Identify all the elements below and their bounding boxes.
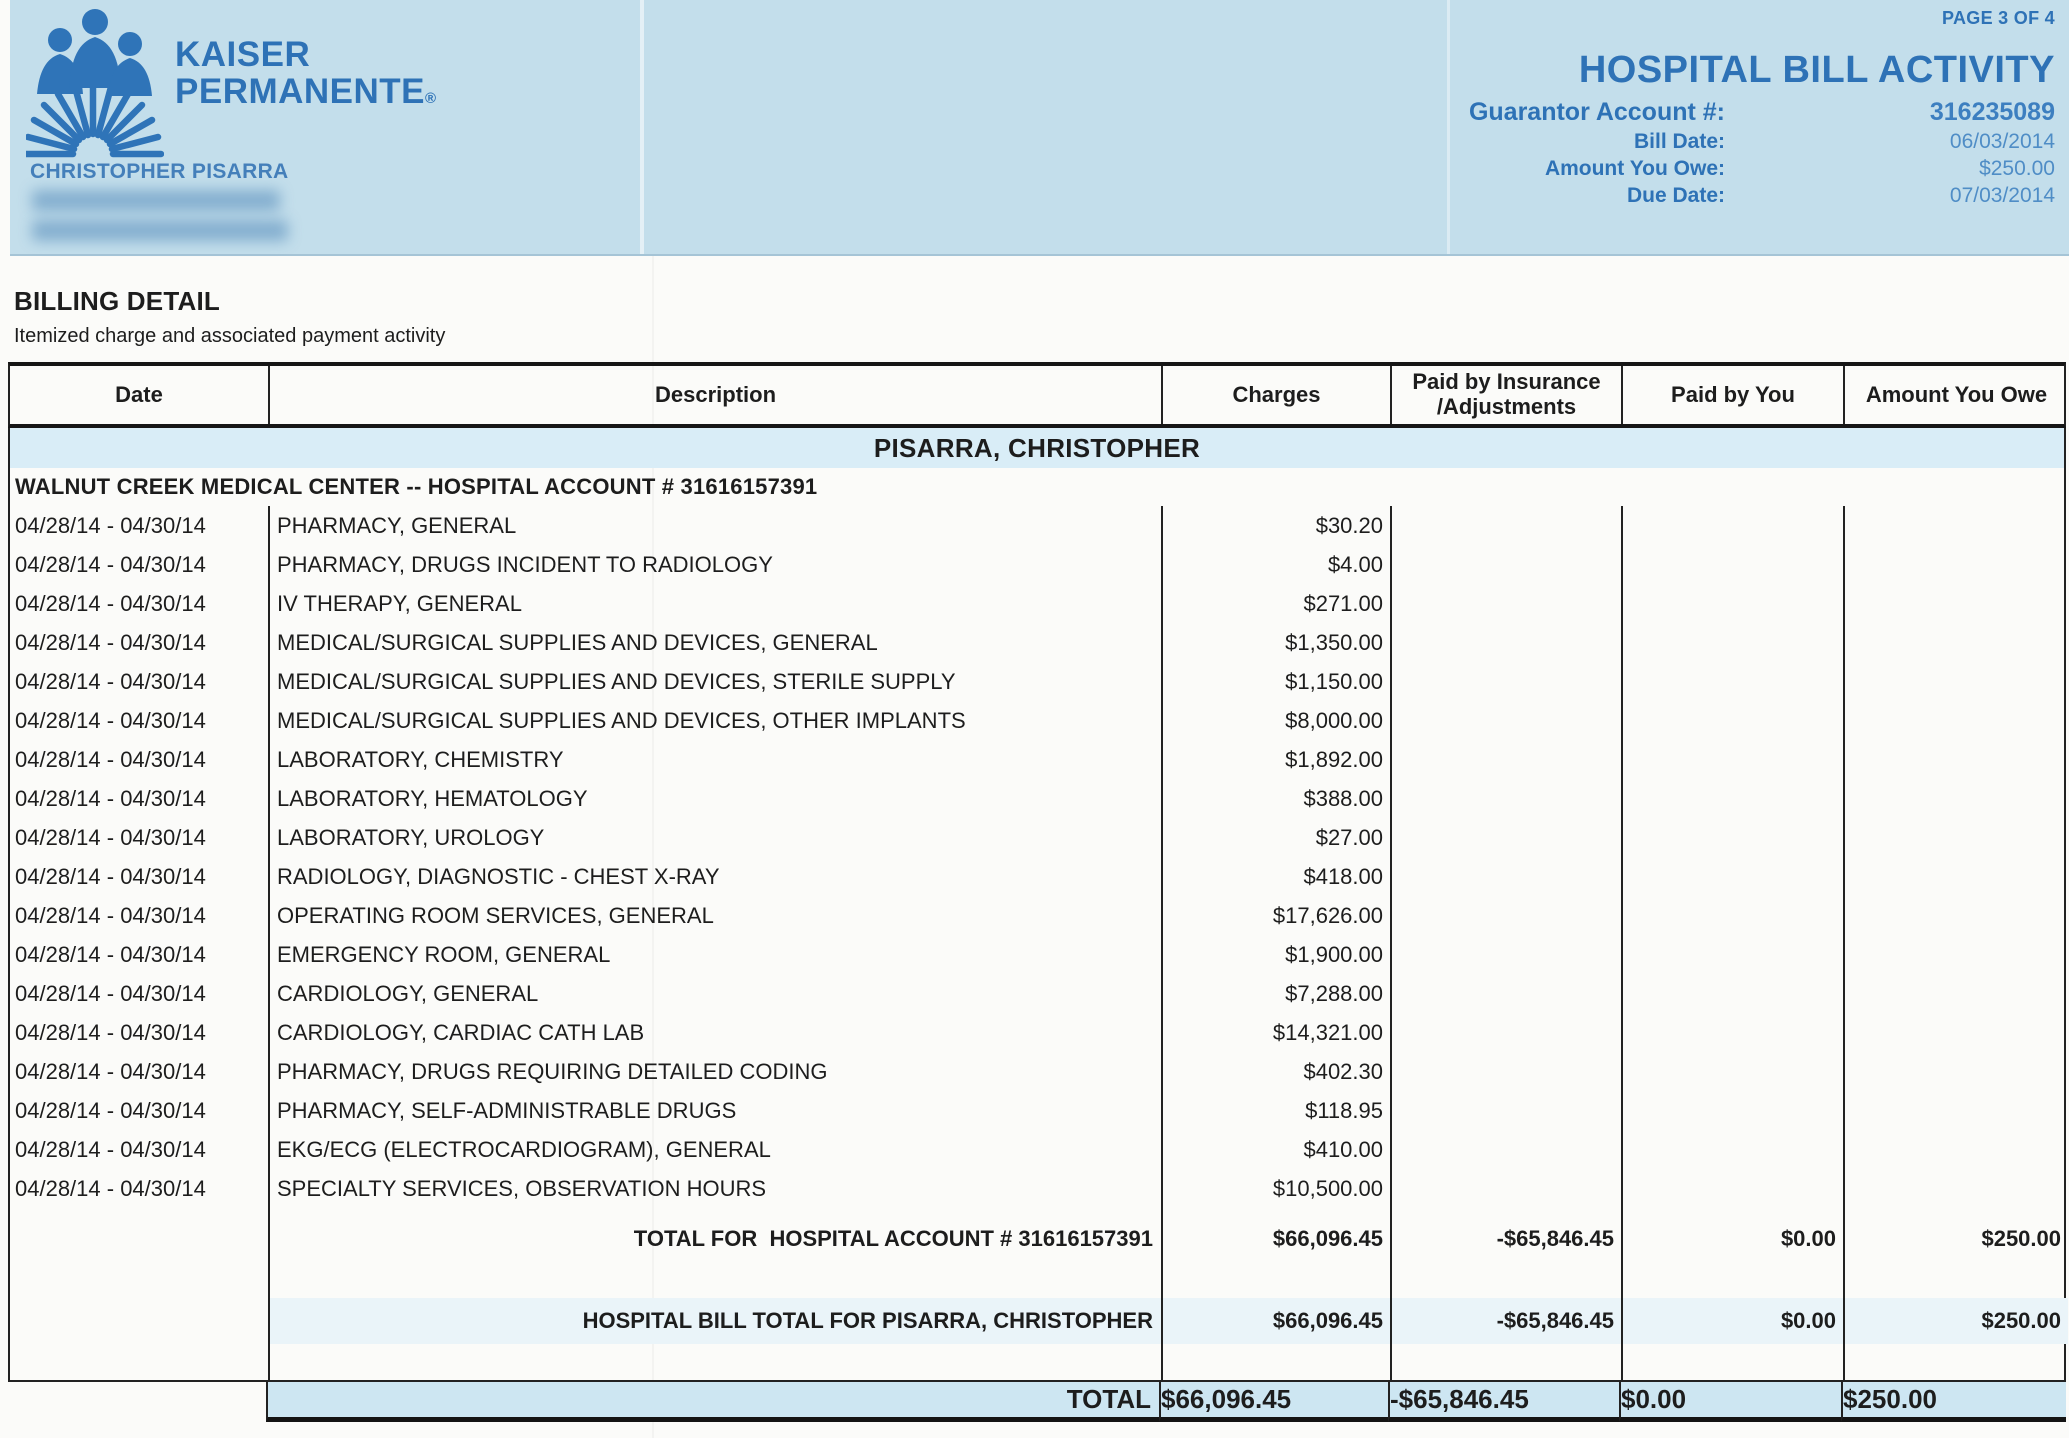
insurance-cell bbox=[1390, 662, 1621, 701]
charge-date: 04/28/14 - 04/30/14 bbox=[15, 513, 206, 538]
paid-by-you-cell bbox=[1621, 701, 1843, 740]
charge-row bbox=[10, 623, 2064, 662]
insurance-cell bbox=[1390, 545, 1621, 584]
insurance-cell bbox=[1390, 584, 1621, 623]
column-header-date: Date bbox=[115, 381, 163, 407]
hospital-bill-total-insurance: -$65,846.45 bbox=[1390, 1298, 1621, 1344]
grand-total-row bbox=[8, 1382, 2066, 1422]
charge-description: EMERGENCY ROOM, GENERAL bbox=[268, 935, 1161, 974]
amount-you-owe-cell bbox=[1843, 584, 2068, 623]
charge-description: PHARMACY, GENERAL bbox=[268, 506, 1161, 545]
charge-row bbox=[10, 1169, 2064, 1208]
charge-description: CARDIOLOGY, CARDIAC CATH LAB bbox=[268, 1013, 1161, 1052]
empty-date-cell bbox=[8, 1382, 266, 1422]
amount-you-owe-cell bbox=[1843, 857, 2068, 896]
paid-by-you-cell bbox=[1621, 623, 1843, 662]
charge-date: 04/28/14 - 04/30/14 bbox=[15, 1137, 206, 1162]
paid-by-you-cell bbox=[1621, 896, 1843, 935]
charge-description: SPECIALTY SERVICES, OBSERVATION HOURS bbox=[268, 1169, 1161, 1208]
charge-amount: $1,900.00 bbox=[1161, 935, 1390, 974]
amount-you-owe-cell bbox=[1843, 935, 2068, 974]
spacer-row bbox=[10, 1270, 2064, 1298]
grand-total-amount-you-owe: $250.00 bbox=[1841, 1382, 2066, 1422]
charge-row bbox=[10, 1052, 2064, 1091]
document-title: HOSPITAL BILL ACTIVITY bbox=[1578, 49, 2055, 91]
insurance-cell bbox=[1390, 818, 1621, 857]
amount-you-owe-cell bbox=[1843, 779, 2068, 818]
account-total-charges: $66,096.45 bbox=[1161, 1208, 1390, 1270]
redacted-address-line-1 bbox=[32, 190, 280, 211]
bill-date-value: 06/03/2014 bbox=[1949, 130, 2055, 153]
charge-row bbox=[10, 1130, 2064, 1169]
amount-you-owe-cell bbox=[1843, 1130, 2068, 1169]
charge-amount: $388.00 bbox=[1161, 779, 1390, 818]
charge-row bbox=[10, 584, 2064, 623]
column-header-description: Description bbox=[268, 366, 1161, 424]
charge-description: LABORATORY, UROLOGY bbox=[268, 818, 1161, 857]
insurance-cell bbox=[1390, 1091, 1621, 1130]
charge-date: 04/28/14 - 04/30/14 bbox=[15, 864, 206, 889]
insurance-cell bbox=[1390, 623, 1621, 662]
paid-by-you-cell bbox=[1621, 779, 1843, 818]
charge-date: 04/28/14 - 04/30/14 bbox=[15, 903, 206, 928]
paid-by-you-cell bbox=[1621, 1091, 1843, 1130]
charge-date: 04/28/14 - 04/30/14 bbox=[15, 1098, 206, 1123]
insurance-cell bbox=[1390, 1013, 1621, 1052]
amount-you-owe-cell bbox=[1843, 1013, 2068, 1052]
paid-by-you-cell bbox=[1621, 740, 1843, 779]
account-total-row bbox=[10, 1208, 2064, 1270]
charge-date: 04/28/14 - 04/30/14 bbox=[15, 669, 206, 694]
charge-amount: $10,500.00 bbox=[1161, 1169, 1390, 1208]
column-header-charges: Charges bbox=[1161, 366, 1390, 424]
paid-by-you-cell bbox=[1621, 857, 1843, 896]
insurance-cell bbox=[1390, 1052, 1621, 1091]
paid-by-you-cell bbox=[1621, 1169, 1843, 1208]
page-indicator: PAGE 3 OF 4 bbox=[1942, 8, 2055, 28]
charge-description: LABORATORY, CHEMISTRY bbox=[268, 740, 1161, 779]
charge-description: PHARMACY, DRUGS REQUIRING DETAILED CODING bbox=[268, 1052, 1161, 1091]
kaiser-permanente-logo-icon bbox=[26, 6, 164, 158]
amount-you-owe-cell bbox=[1843, 623, 2068, 662]
charge-description: MEDICAL/SURGICAL SUPPLIES AND DEVICES, STERILE SUPPLY bbox=[268, 662, 1161, 701]
paid-by-you-cell bbox=[1621, 818, 1843, 857]
charge-date: 04/28/14 - 04/30/14 bbox=[15, 1020, 206, 1045]
charge-amount: $27.00 bbox=[1161, 818, 1390, 857]
empty-date-cell bbox=[10, 1208, 268, 1270]
paid-by-you-cell bbox=[1621, 584, 1843, 623]
account-total-amount-you-owe: $250.00 bbox=[1843, 1208, 2068, 1270]
hospital-bill-total-amount-you-owe: $250.00 bbox=[1843, 1298, 2068, 1344]
section-subheading: Itemized charge and associated payment activity bbox=[14, 325, 446, 347]
hospital-bill-total-paid-by-you: $0.00 bbox=[1621, 1298, 1843, 1344]
charge-description: PHARMACY, SELF-ADMINISTRABLE DRUGS bbox=[268, 1091, 1161, 1130]
grand-total-label: TOTAL bbox=[266, 1382, 1159, 1422]
due-date-label: Due Date: bbox=[1626, 184, 1725, 207]
scan-crease bbox=[640, 0, 644, 254]
column-header-paid-by-you: Paid by You bbox=[1621, 366, 1843, 424]
due-date-value: 07/03/2014 bbox=[1949, 184, 2055, 207]
paid-by-you-cell bbox=[1621, 935, 1843, 974]
charge-description: MEDICAL/SURGICAL SUPPLIES AND DEVICES, OTHER IMPLANTS bbox=[268, 701, 1161, 740]
charge-description: LABORATORY, HEMATOLOGY bbox=[268, 779, 1161, 818]
charge-amount: $410.00 bbox=[1161, 1130, 1390, 1169]
charge-date: 04/28/14 - 04/30/14 bbox=[15, 786, 206, 811]
column-header-insurance: Paid by Insurance /Adjustments bbox=[1390, 366, 1621, 424]
charge-amount: $17,626.00 bbox=[1161, 896, 1390, 935]
charge-row bbox=[10, 701, 2064, 740]
amount-you-owe-value: $250.00 bbox=[1979, 157, 2055, 180]
charge-row bbox=[10, 545, 2064, 584]
hospital-bill-total-row bbox=[10, 1298, 2064, 1344]
spacer-row bbox=[10, 1344, 2064, 1380]
charge-description: OPERATING ROOM SERVICES, GENERAL bbox=[268, 896, 1161, 935]
charge-date: 04/28/14 - 04/30/14 bbox=[15, 630, 206, 655]
insurance-cell bbox=[1390, 779, 1621, 818]
charge-date: 04/28/14 - 04/30/14 bbox=[15, 825, 206, 850]
charge-amount: $1,892.00 bbox=[1161, 740, 1390, 779]
billing-table bbox=[8, 362, 2066, 1422]
bill-summary-grid bbox=[1275, 98, 2055, 208]
amount-you-owe-cell bbox=[1843, 974, 2068, 1013]
guarantor-account-label: Guarantor Account #: bbox=[1468, 98, 1725, 126]
charge-row bbox=[10, 740, 2064, 779]
amount-you-owe-cell bbox=[1843, 896, 2068, 935]
insurance-cell bbox=[1390, 857, 1621, 896]
brand-wordmark bbox=[175, 36, 437, 110]
charge-amount: $8,000.00 bbox=[1161, 701, 1390, 740]
insurance-cell bbox=[1390, 506, 1621, 545]
amount-you-owe-cell bbox=[1843, 740, 2068, 779]
charge-row bbox=[10, 506, 2064, 545]
charge-date: 04/28/14 - 04/30/14 bbox=[15, 1176, 206, 1201]
amount-you-owe-cell bbox=[1843, 701, 2068, 740]
charge-amount: $14,321.00 bbox=[1161, 1013, 1390, 1052]
facility-header: WALNUT CREEK MEDICAL CENTER -- HOSPITAL ACCOUNT # 31616157391 bbox=[15, 474, 818, 499]
paid-by-you-cell bbox=[1621, 1013, 1843, 1052]
insurance-cell bbox=[1390, 1130, 1621, 1169]
paid-by-you-cell bbox=[1621, 545, 1843, 584]
grand-total-insurance: -$65,846.45 bbox=[1388, 1382, 1619, 1422]
paid-by-you-cell bbox=[1621, 1130, 1843, 1169]
amount-you-owe-cell bbox=[1843, 545, 2068, 584]
paid-by-you-cell bbox=[1621, 506, 1843, 545]
charge-row bbox=[10, 935, 2064, 974]
insurance-cell bbox=[1390, 974, 1621, 1013]
charge-amount: $30.20 bbox=[1161, 506, 1390, 545]
charge-date: 04/28/14 - 04/30/14 bbox=[15, 591, 206, 616]
insurance-cell bbox=[1390, 740, 1621, 779]
charge-amount: $7,288.00 bbox=[1161, 974, 1390, 1013]
amount-you-owe-cell bbox=[1843, 506, 2068, 545]
header-band bbox=[10, 0, 2069, 256]
redacted-address-line-2 bbox=[32, 220, 288, 241]
charge-date: 04/28/14 - 04/30/14 bbox=[15, 981, 206, 1006]
charge-date: 04/28/14 - 04/30/14 bbox=[15, 747, 206, 772]
insurance-cell bbox=[1390, 896, 1621, 935]
amount-you-owe-cell bbox=[1843, 1091, 2068, 1130]
grand-total-paid-by-you: $0.00 bbox=[1619, 1382, 1841, 1422]
amount-you-owe-label: Amount You Owe: bbox=[1544, 157, 1725, 180]
guarantor-account-value: 316235089 bbox=[1929, 98, 2055, 126]
charge-description: IV THERAPY, GENERAL bbox=[268, 584, 1161, 623]
bill-date-label: Bill Date: bbox=[1633, 130, 1725, 153]
charge-row bbox=[10, 857, 2064, 896]
section-heading: BILLING DETAIL bbox=[14, 286, 220, 316]
charge-amount: $418.00 bbox=[1161, 857, 1390, 896]
amount-you-owe-cell bbox=[1843, 1169, 2068, 1208]
patient-group-header: PISARRA, CHRISTOPHER bbox=[10, 428, 2064, 468]
charge-amount: $402.30 bbox=[1161, 1052, 1390, 1091]
amount-you-owe-cell bbox=[1843, 662, 2068, 701]
charge-description: CARDIOLOGY, GENERAL bbox=[268, 974, 1161, 1013]
charge-amount: $1,150.00 bbox=[1161, 662, 1390, 701]
charge-date: 04/28/14 - 04/30/14 bbox=[15, 942, 206, 967]
account-total-insurance: -$65,846.45 bbox=[1390, 1208, 1621, 1270]
charge-row bbox=[10, 974, 2064, 1013]
charge-row bbox=[10, 779, 2064, 818]
column-header-amount-you-owe: Amount You Owe bbox=[1843, 366, 2068, 424]
patient-name: CHRISTOPHER PISARRA bbox=[30, 160, 289, 183]
insurance-cell bbox=[1390, 935, 1621, 974]
charge-description: MEDICAL/SURGICAL SUPPLIES AND DEVICES, GENERAL bbox=[268, 623, 1161, 662]
grand-total-charges: $66,096.45 bbox=[1159, 1382, 1388, 1422]
charge-date: 04/28/14 - 04/30/14 bbox=[15, 552, 206, 577]
hospital-bill-total-label: HOSPITAL BILL TOTAL FOR PISARRA, CHRISTOPHER bbox=[268, 1298, 1161, 1344]
billing-detail-section bbox=[14, 286, 445, 348]
amount-you-owe-cell bbox=[1843, 1052, 2068, 1091]
charge-row bbox=[10, 1013, 2064, 1052]
charge-row bbox=[10, 1091, 2064, 1130]
paid-by-you-cell bbox=[1621, 1052, 1843, 1091]
table-header-row bbox=[8, 362, 2066, 428]
charge-row bbox=[10, 896, 2064, 935]
table-body bbox=[8, 428, 2066, 1382]
insurance-cell bbox=[1390, 1169, 1621, 1208]
charge-date: 04/28/14 - 04/30/14 bbox=[15, 708, 206, 733]
registered-mark: ® bbox=[425, 90, 437, 108]
amount-you-owe-cell bbox=[1843, 818, 2068, 857]
insurance-cell bbox=[1390, 701, 1621, 740]
charge-amount: $118.95 bbox=[1161, 1091, 1390, 1130]
hospital-bill-total-charges: $66,096.45 bbox=[1161, 1298, 1390, 1344]
bill-summary-block bbox=[1275, 8, 2055, 208]
charge-amount: $1,350.00 bbox=[1161, 623, 1390, 662]
charge-description: PHARMACY, DRUGS INCIDENT TO RADIOLOGY bbox=[268, 545, 1161, 584]
charge-row bbox=[10, 818, 2064, 857]
brand-kaiser: KAISER bbox=[175, 35, 311, 74]
paid-by-you-cell bbox=[1621, 974, 1843, 1013]
charge-amount: $271.00 bbox=[1161, 584, 1390, 623]
charge-rows bbox=[10, 506, 2064, 1208]
charge-description: RADIOLOGY, DIAGNOSTIC - CHEST X-RAY bbox=[268, 857, 1161, 896]
account-total-paid-by-you: $0.00 bbox=[1621, 1208, 1843, 1270]
charge-row bbox=[10, 662, 2064, 701]
brand-permanente: PERMANENTE® bbox=[175, 72, 437, 112]
charge-amount: $4.00 bbox=[1161, 545, 1390, 584]
empty-date-cell bbox=[10, 1298, 268, 1344]
account-total-label: TOTAL FOR HOSPITAL ACCOUNT # 31616157391 bbox=[268, 1208, 1161, 1270]
charge-description: EKG/ECG (ELECTROCARDIOGRAM), GENERAL bbox=[268, 1130, 1161, 1169]
charge-date: 04/28/14 - 04/30/14 bbox=[15, 1059, 206, 1084]
paid-by-you-cell bbox=[1621, 662, 1843, 701]
